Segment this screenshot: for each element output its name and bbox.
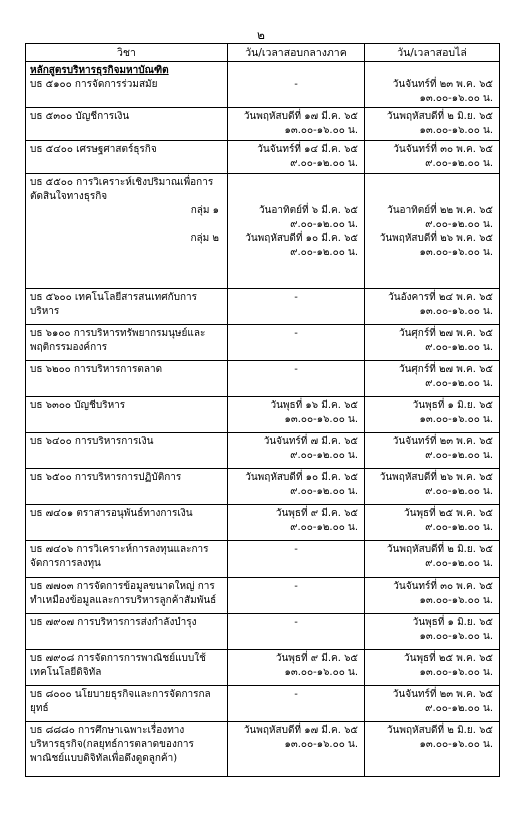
subject-cell xyxy=(26,578,228,614)
midterm-none: - xyxy=(294,292,298,303)
midterm-none: - xyxy=(294,581,298,592)
final-time: ๑๓.๐๐-๑๖.๐๐ น. xyxy=(419,247,493,258)
midterm-cell xyxy=(228,361,365,397)
spacer xyxy=(30,246,223,260)
final-cell xyxy=(365,361,500,397)
midterm-cell xyxy=(228,433,365,469)
final-time: ๑๓.๐๐-๑๖.๐๐ น. xyxy=(419,595,493,606)
midterm-cell xyxy=(228,578,365,614)
final-time: ๑๓.๐๐-๑๖.๐๐ น. xyxy=(419,306,493,317)
final-cell xyxy=(365,289,500,325)
subject-cell xyxy=(26,289,228,325)
final-cell xyxy=(365,397,500,433)
spacer xyxy=(367,64,497,78)
final-cell xyxy=(365,174,500,289)
subject-cell xyxy=(26,433,228,469)
subject-cell xyxy=(26,361,228,397)
midterm-cell xyxy=(228,469,365,505)
header-midterm: วัน/เวลาสอบกลางภาค xyxy=(228,44,365,62)
page-number: ๒ xyxy=(257,28,265,42)
subject-name: บธ ๕๓๐๐ บัญชีการเงิน xyxy=(30,111,130,122)
table-row xyxy=(26,505,500,541)
final-date: วันพฤหัสบดีที่ ๒๖ พ.ค. ๖๕ xyxy=(379,233,493,244)
midterm-date: วันพฤหัสบดีที่ ๑๗ มี.ค. ๖๕ xyxy=(243,725,358,736)
subject-cell xyxy=(26,174,228,289)
midterm-none: - xyxy=(294,617,298,628)
table-row xyxy=(26,433,500,469)
subject-name: บธ ๕๕๐๐ การวิเคราะห์เชิงปริมาณเพื่อการ xyxy=(30,177,214,188)
final-time: ๑๓.๐๐-๑๖.๐๐ น. xyxy=(419,631,493,642)
subject-name: บธ ๖๔๐๐ การบริหารการเงิน xyxy=(30,436,154,447)
midterm-date: วันพฤหัสบดีที่ ๑๐ มี.ค. ๖๕ xyxy=(245,472,358,483)
midterm-cell xyxy=(228,62,365,108)
midterm-cell xyxy=(228,614,365,650)
final-cell xyxy=(365,722,500,777)
final-time: ๑๓.๐๐-๑๖.๐๐ น. xyxy=(419,667,493,678)
midterm-time: ๙.๐๐-๑๒.๐๐ น. xyxy=(290,522,358,533)
subject-name: บริหารธุรกิจ(กลยุทธ์การตลาดของการ xyxy=(30,739,194,750)
midterm-cell xyxy=(228,174,365,289)
final-cell xyxy=(365,108,500,141)
subject-cell xyxy=(26,397,228,433)
table-row xyxy=(26,686,500,722)
table-row xyxy=(26,108,500,141)
subject-name: บธ ๗๙๐๗ การบริหารการส่งกำลังบำรุง xyxy=(30,617,197,628)
midterm-date: วันจันทร์ที่ ๑๔ มี.ค. ๖๕ xyxy=(257,144,358,155)
midterm-date: วันพฤหัสบดีที่ ๑๗ มี.ค. ๖๕ xyxy=(243,111,358,122)
subject-name: บริหาร xyxy=(30,306,60,317)
table-row xyxy=(26,62,500,108)
spacer xyxy=(230,64,362,78)
subject-name: พาณิชย์แบบดิจิทัลเพื่อดึงดูดลูกค้า) xyxy=(30,753,178,764)
midterm-date: วันอาทิตย์ที่ ๖ มี.ค. ๖๕ xyxy=(258,205,358,216)
subject-name: ตัดสินใจทางธุรกิจ xyxy=(30,191,108,202)
midterm-cell xyxy=(228,108,365,141)
table-row xyxy=(26,614,500,650)
midterm-time: ๑๓.๐๐-๑๖.๐๐ น. xyxy=(284,667,358,678)
table-row xyxy=(26,722,500,777)
header-subject: วิชา xyxy=(26,44,228,62)
subject-name: บธ ๖๓๐๐ บัญชีบริหาร xyxy=(30,400,126,411)
spacer xyxy=(230,176,362,190)
final-time: ๑๓.๐๐-๑๖.๐๐ น. xyxy=(419,739,493,750)
final-cell xyxy=(365,686,500,722)
final-time: ๑๓.๐๐-๑๖.๐๐ น. xyxy=(419,125,493,136)
midterm-none: - xyxy=(294,364,298,375)
final-date: วันศุกร์ที่ ๒๗ พ.ค. ๖๕ xyxy=(398,328,493,339)
spacer xyxy=(230,190,362,204)
final-cell xyxy=(365,433,500,469)
subject-cell xyxy=(26,614,228,650)
final-date: วันพฤหัสบดีที่ ๒ มิ.ย. ๖๕ xyxy=(386,544,493,555)
final-time: ๙.๐๐-๑๒.๐๐ น. xyxy=(425,558,493,569)
final-date: วันจันทร์ที่ ๒๓ พ.ค. ๖๕ xyxy=(392,79,493,90)
final-cell xyxy=(365,650,500,686)
subject-name: บธ ๗๙๐๘ การจัดการการพาณิชย์แบบใช้ xyxy=(30,653,206,664)
final-date: วันพุธที่ ๒๕ พ.ค. ๖๕ xyxy=(404,508,493,519)
final-cell xyxy=(365,578,500,614)
midterm-none: - xyxy=(294,79,298,90)
midterm-cell xyxy=(228,541,365,578)
table-row xyxy=(26,141,500,174)
midterm-none: - xyxy=(294,544,298,555)
subject-name: บธ ๘๐๐๐ นโยบายธุรกิจและการจัดการกล xyxy=(30,689,211,700)
subject-name: บธ ๖๑๐๐ การบริหารทรัพยากรมนุษย์และ xyxy=(30,328,206,339)
table-row xyxy=(26,325,500,361)
table-row xyxy=(26,289,500,325)
table-row xyxy=(26,361,500,397)
subject-name: บธ ๘๘๘๐ การศึกษาเฉพาะเรื่องทาง xyxy=(30,725,185,736)
section-title: หลักสูตรบริหารธุรกิจมหาบัณฑิต xyxy=(30,65,169,76)
final-cell xyxy=(365,541,500,578)
final-time: ๙.๐๐-๑๒.๐๐ น. xyxy=(425,450,493,461)
midterm-cell xyxy=(228,686,365,722)
subject-name: บธ ๗๔๐๑ ตราสารอนุพันธ์ทางการเงิน xyxy=(30,508,193,519)
final-cell xyxy=(365,469,500,505)
final-date: วันศุกร์ที่ ๒๗ พ.ค. ๖๕ xyxy=(398,364,493,375)
midterm-time: ๙.๐๐-๑๒.๐๐ น. xyxy=(290,486,358,497)
subject-name: บธ ๖๕๐๐ การบริหารการปฏิบัติการ xyxy=(30,472,182,483)
subject-name: พฤติกรรมองค์การ xyxy=(30,342,108,353)
subject-name: เทคโนโลยีดิจิทัล xyxy=(30,667,102,678)
midterm-time: ๑๓.๐๐-๑๖.๐๐ น. xyxy=(284,739,358,750)
subject-name: บธ ๖๒๐๐ การบริหารการตลาด xyxy=(30,364,163,375)
final-cell xyxy=(365,614,500,650)
final-date: วันอาทิตย์ที่ ๒๒ พ.ค. ๖๕ xyxy=(387,205,493,216)
final-time: ๑๓.๐๐-๑๖.๐๐ น. xyxy=(419,93,493,104)
subject-cell xyxy=(26,505,228,541)
final-date: วันพุธที่ ๑ มิ.ย. ๖๕ xyxy=(412,400,493,411)
subject-name: บธ ๕๔๐๐ เศรษฐศาสตร์ธุรกิจ xyxy=(30,144,157,155)
subject-cell xyxy=(26,325,228,361)
subject-cell xyxy=(26,686,228,722)
final-time: ๙.๐๐-๑๒.๐๐ น. xyxy=(425,158,493,169)
midterm-time: ๑๓.๐๐-๑๖.๐๐ น. xyxy=(284,125,358,136)
midterm-date: วันจันทร์ที่ ๗ มี.ค. ๖๕ xyxy=(263,436,358,447)
final-date: วันจันทร์ที่ ๓๐ พ.ค. ๖๕ xyxy=(393,144,493,155)
midterm-cell xyxy=(228,325,365,361)
table-row xyxy=(26,650,500,686)
midterm-cell xyxy=(228,289,365,325)
midterm-none: - xyxy=(294,689,298,700)
final-date: วันอังคารที่ ๒๔ พ.ค. ๖๕ xyxy=(388,292,493,303)
subject-cell xyxy=(26,62,228,108)
midterm-date: วันพุธที่ ๑๖ มี.ค. ๖๕ xyxy=(270,400,358,411)
subject-name: ยุทธ์ xyxy=(30,703,49,714)
midterm-cell xyxy=(228,505,365,541)
final-time: ๙.๐๐-๑๒.๐๐ น. xyxy=(425,522,493,533)
midterm-cell xyxy=(228,141,365,174)
midterm-time: ๙.๐๐-๑๒.๐๐ น. xyxy=(290,450,358,461)
final-time: ๑๓.๐๐-๑๖.๐๐ น. xyxy=(419,414,493,425)
midterm-date: วันพฤหัสบดีที่ ๑๐ มี.ค. ๖๕ xyxy=(245,233,358,244)
subject-cell xyxy=(26,108,228,141)
midterm-time: ๙.๐๐-๑๒.๐๐ น. xyxy=(290,158,358,169)
subject-name: จัดการการลงทุน xyxy=(30,558,101,569)
table-row xyxy=(26,174,500,289)
subject-name: บธ ๗๗๐๓ การจัดการข้อมูลขนาดใหญ่ การ xyxy=(30,581,215,592)
midterm-time: ๙.๐๐-๑๒.๐๐ น. xyxy=(290,219,358,230)
final-cell xyxy=(365,505,500,541)
final-date: วันพฤหัสบดีที่ ๒๖ พ.ค. ๖๕ xyxy=(379,472,493,483)
midterm-time: ๑๓.๐๐-๑๖.๐๐ น. xyxy=(284,414,358,425)
final-time: ๙.๐๐-๑๒.๐๐ น. xyxy=(425,342,493,353)
exam-schedule-table xyxy=(25,43,500,777)
subject-cell xyxy=(26,141,228,174)
final-date: วันพุธที่ ๒๕ พ.ค. ๖๕ xyxy=(404,653,493,664)
final-date: วันจันทร์ที่ ๒๓ พ.ค. ๖๕ xyxy=(392,689,493,700)
final-date: วันจันทร์ที่ ๓๐ พ.ค. ๖๕ xyxy=(393,581,493,592)
subject-name: บธ ๕๑๐๐ การจัดการร่วมสมัย xyxy=(30,79,158,90)
final-cell xyxy=(365,141,500,174)
group-label: กลุ่ม ๑ xyxy=(190,205,219,216)
midterm-time: ๙.๐๐-๑๒.๐๐ น. xyxy=(290,247,358,258)
spacer xyxy=(367,190,497,204)
subject-name: ทำเหมืองข้อมูลและการบริหารลูกค้าสัมพันธ์ xyxy=(30,595,217,606)
subject-cell xyxy=(26,650,228,686)
final-date: วันพุธที่ ๑ มิ.ย. ๖๕ xyxy=(412,617,493,628)
midterm-date: วันพุธที่ ๙ มี.ค. ๖๕ xyxy=(275,508,358,519)
final-cell xyxy=(365,325,500,361)
midterm-cell xyxy=(228,650,365,686)
final-cell xyxy=(365,62,500,108)
subject-cell xyxy=(26,541,228,578)
subject-name: บธ ๕๖๐๐ เทคโนโลยีสารสนเทศกับการ xyxy=(30,292,198,303)
final-time: ๙.๐๐-๑๒.๐๐ น. xyxy=(425,703,493,714)
final-time: ๙.๐๐-๑๒.๐๐ น. xyxy=(425,219,493,230)
table-row xyxy=(26,397,500,433)
subject-cell xyxy=(26,722,228,777)
spacer xyxy=(30,218,223,232)
table-row xyxy=(26,469,500,505)
table-body xyxy=(26,62,500,777)
group-label: กลุ่ม ๒ xyxy=(190,233,219,244)
final-time: ๙.๐๐-๑๒.๐๐ น. xyxy=(425,486,493,497)
midterm-none: - xyxy=(294,328,298,339)
final-date: วันพฤหัสบดีที่ ๒ มิ.ย. ๖๕ xyxy=(386,725,493,736)
final-date: วันพฤหัสบดีที่ ๒ มิ.ย. ๖๕ xyxy=(386,111,493,122)
midterm-date: วันพุธที่ ๙ มี.ค. ๖๕ xyxy=(275,653,358,664)
subject-cell xyxy=(26,469,228,505)
final-time: ๙.๐๐-๑๒.๐๐ น. xyxy=(425,378,493,389)
subject-name: บธ ๗๔๐๖ การวิเคราะห์การลงทุนและการ xyxy=(30,544,209,555)
header-final: วัน/เวลาสอบไล่ xyxy=(365,44,500,62)
midterm-cell xyxy=(228,722,365,777)
table-row xyxy=(26,578,500,614)
table-row xyxy=(26,541,500,578)
spacer xyxy=(367,176,497,190)
midterm-cell xyxy=(228,397,365,433)
final-date: วันจันทร์ที่ ๒๓ พ.ค. ๖๕ xyxy=(392,436,493,447)
table-header-row xyxy=(26,44,500,62)
